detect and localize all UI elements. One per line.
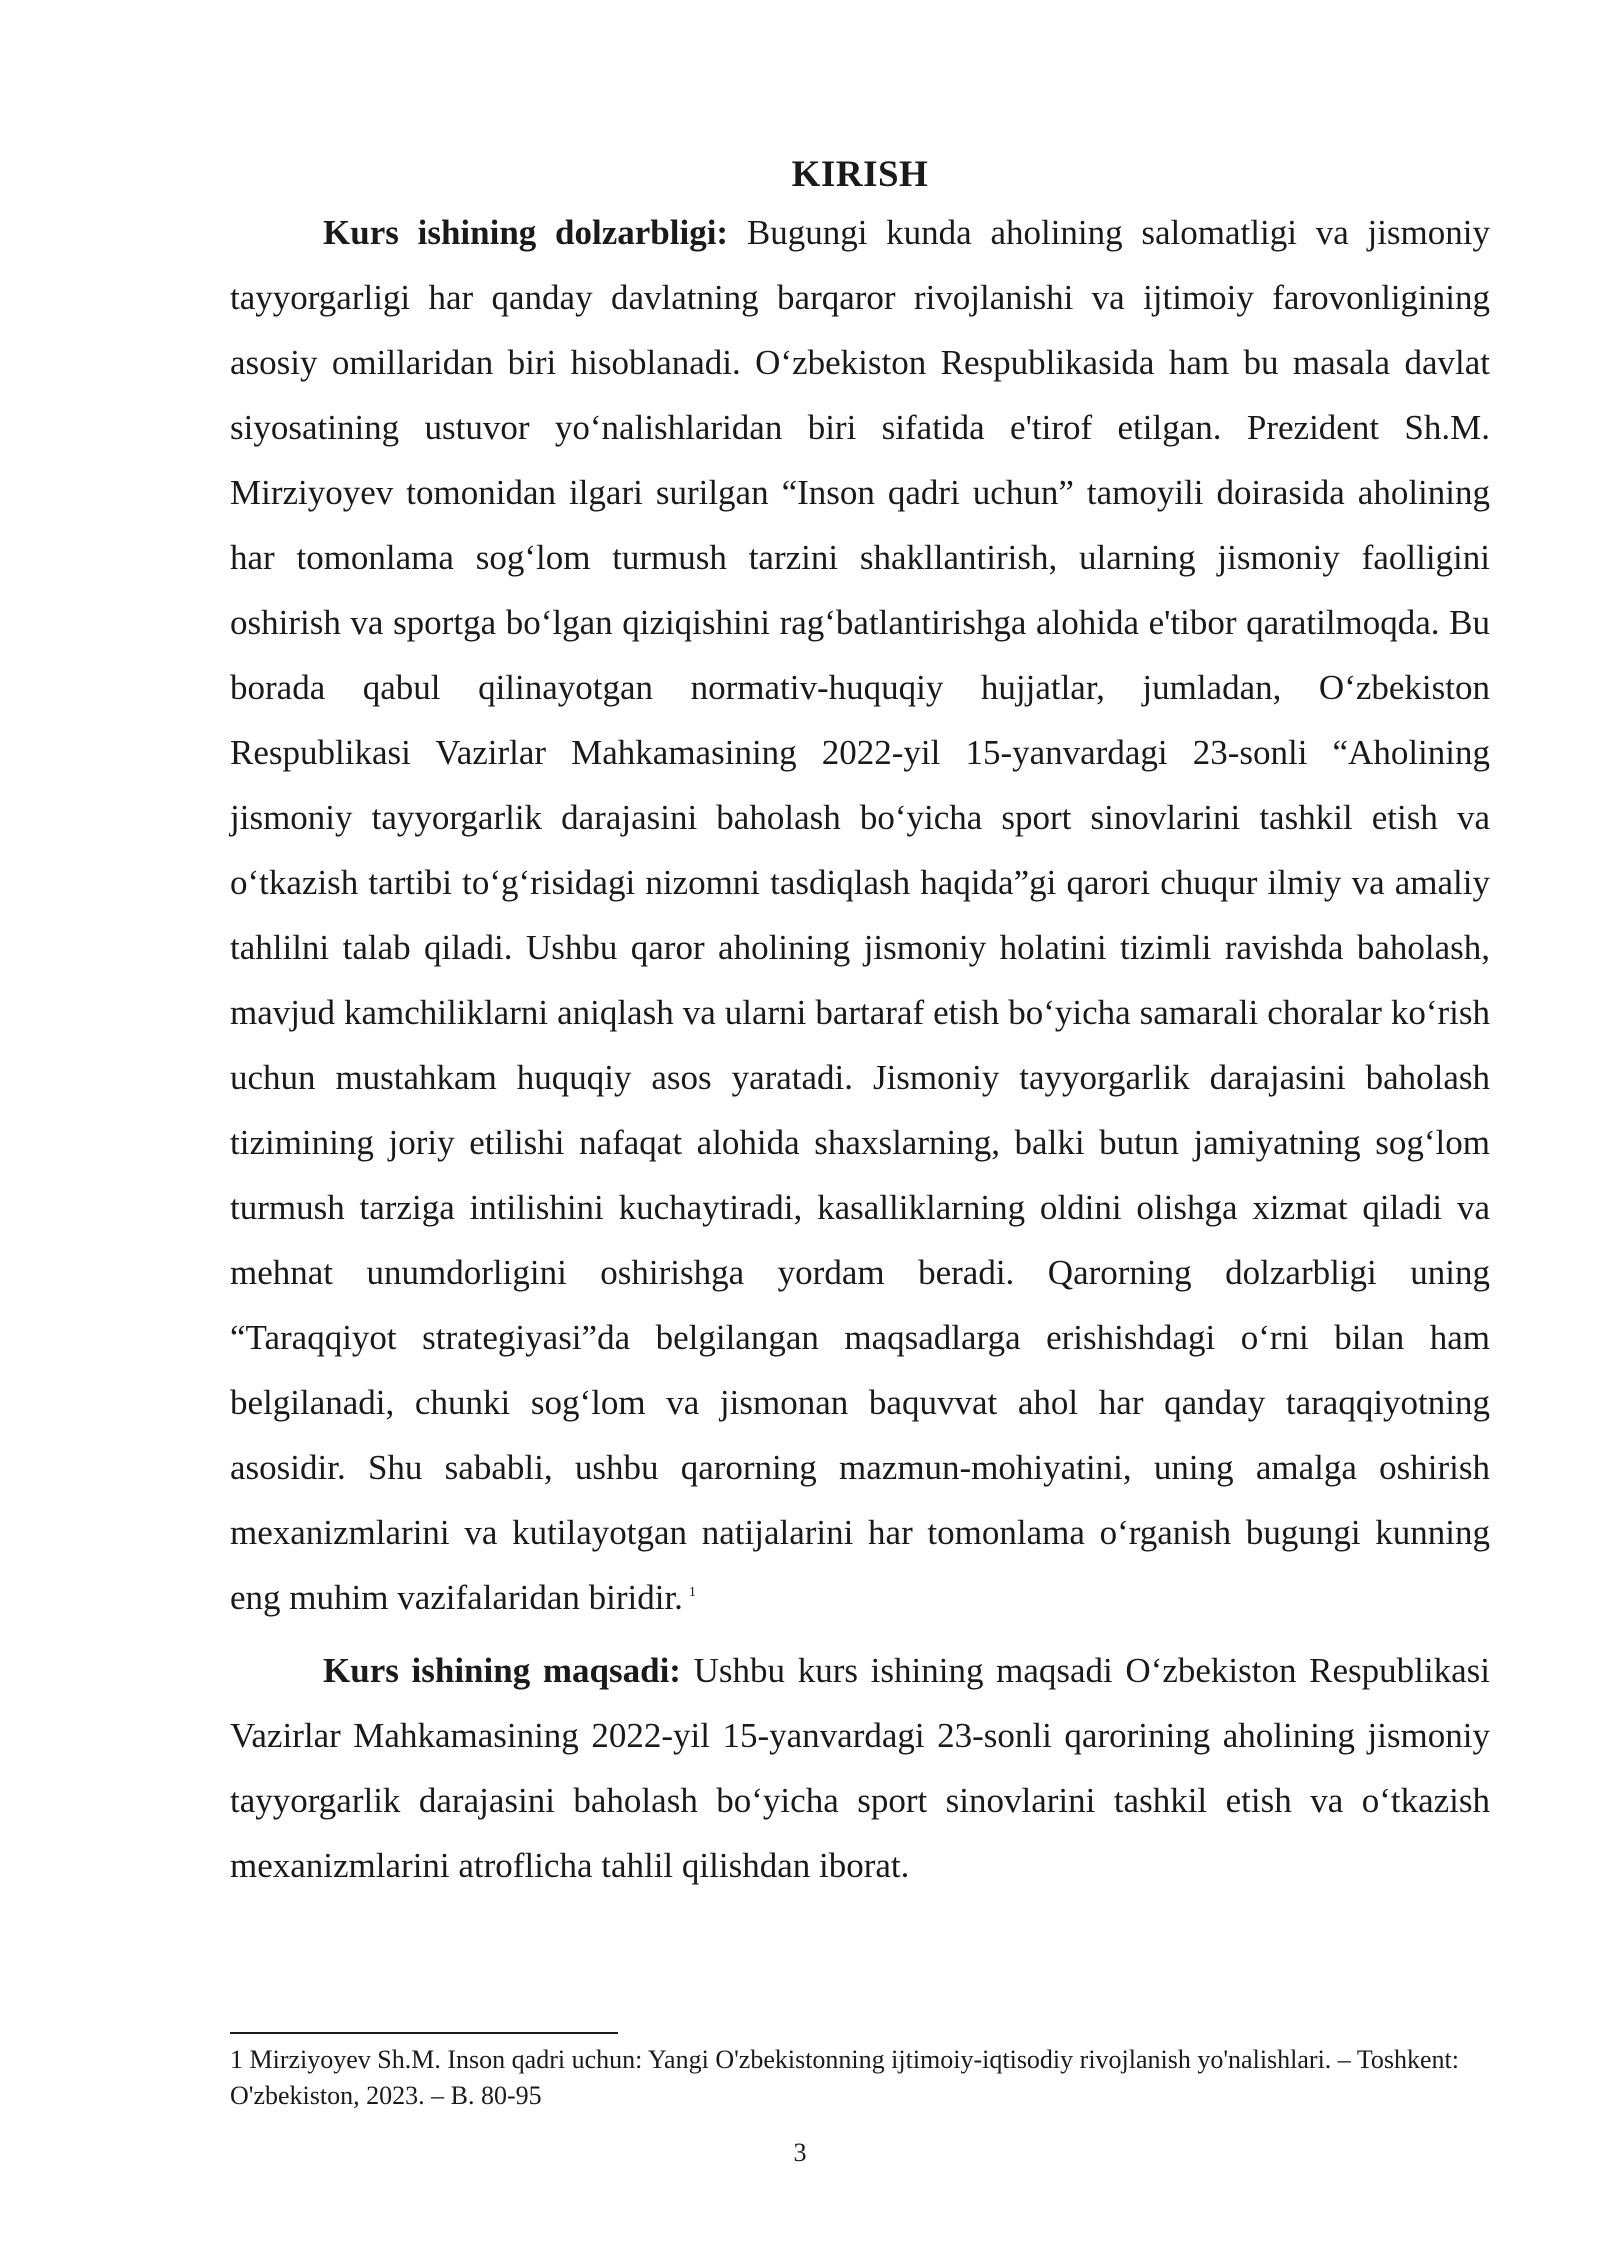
page-body (230, 150, 1490, 1898)
paragraph-text-goal: Ushbu kurs ishining maqsadi O‘zbekiston Respublikasi Vazirlar Mahkamasining 2022-yil 15-yanvardagi 23-sonli qarorining aholining jismoniy tayyorgarlik darajasini baholash bo‘yicha sport sinovlarini tashkil etish va o‘tkazish mexanizmlarini atroflicha tahlil qilishdan iborat. (230, 1651, 1490, 1885)
footnote-divider (230, 2032, 618, 2034)
page-number: 3 (793, 2138, 807, 2167)
paragraph-lead-goal: Kurs ishining maqsadi: (323, 1651, 681, 1690)
paragraph-text-relevance: Bugungi kunda aholining salomatligi va jismoniy tayyorgarligi har qanday davlatning barqaror rivojlanishi va ijtimoiy farovonligining asosiy omillaridan biri hisoblanadi. O‘zbekiston Respublikasida ham bu masala davlat siyosatining ustuvor yo‘nalishlaridan biri sifatida e'tirof etilgan. Prezident Sh.M. Mirziyoyev tomonidan ilgari surilgan “Inson qadri uchun” tamoyili doirasida aholining har tomonlama sog‘lom turmush tarzini shakllantirish, ularning jismoniy faolligini oshirish va sportga bo‘lgan qiziqishini rag‘batlantirishga alohida e'tibor qaratilmoqda. Bu borada qabul qilinayotgan normativ-huquqiy hujjatlar, jumladan, O‘zbekiston Respublikasi Vazirlar Mahkamasining 2022-yil 15-yanvardagi 23-sonli “Aholining jismoniy tayyorgarlik darajasini baholash bo‘yicha sport sinovlarini tashkil etish va o‘tkazish tartibi to‘g‘risidagi nizomni tasdiqlash haqida”gi qarori chuqur ilmiy va amaliy tahlilni talab qiladi. Ushbu qaror aholining jismoniy holatini tizimli ravishda baholash, mavjud kamchiliklarni aniqlash va ularni bartaraf etish bo‘yicha samarali choralar ko‘rish uchun mustahkam huquqiy asos yaratadi. Jismoniy tayyorgarlik darajasini baholash tizimining joriy etilishi nafaqat alohida shaxslarning, balki butun jamiyatning sog‘lom turmush tarziga intilishini kuchaytiradi, kasalliklarning oldini olishga xizmat qiladi va mehnat unumdorligini oshirishga yordam beradi. Qarorning dolzarbligi uning “Taraqqiyot strategiyasi”da belgilangan maqsadlarga erishishdagi o‘rni bilan ham belgilanadi, chunki sog‘lom va jismonan baquvvat ahol har qanday taraqqiyotning asosidir. Shu sababli, ushbu qarorning mazmun-mohiyatini, uning amalga oshirish mexanizmlarini va kutilayotgan natijalarini har tomonlama o‘rganish bugungi kunning eng muhim vazifalaridan biridir. (230, 213, 1490, 1617)
page-title: KIRISH (791, 154, 929, 195)
paragraph-lead-relevance: Kurs ishining dolzarbligi: (323, 213, 729, 252)
footnote: 1 Mirziyoyev Sh.M. Inson qadri uchun: Yangi O'zbekistonning ijtimoiy-iqtisodiy rivojlanish yo'nalishlari. – Toshkent: O'zbekiston, 2023. – B. 80-95 (230, 2045, 1460, 2110)
paragraph-goal (230, 1638, 1490, 1898)
footnote-reference[interactable]: 1 (688, 1585, 696, 1601)
paragraph-relevance (230, 200, 1490, 1630)
